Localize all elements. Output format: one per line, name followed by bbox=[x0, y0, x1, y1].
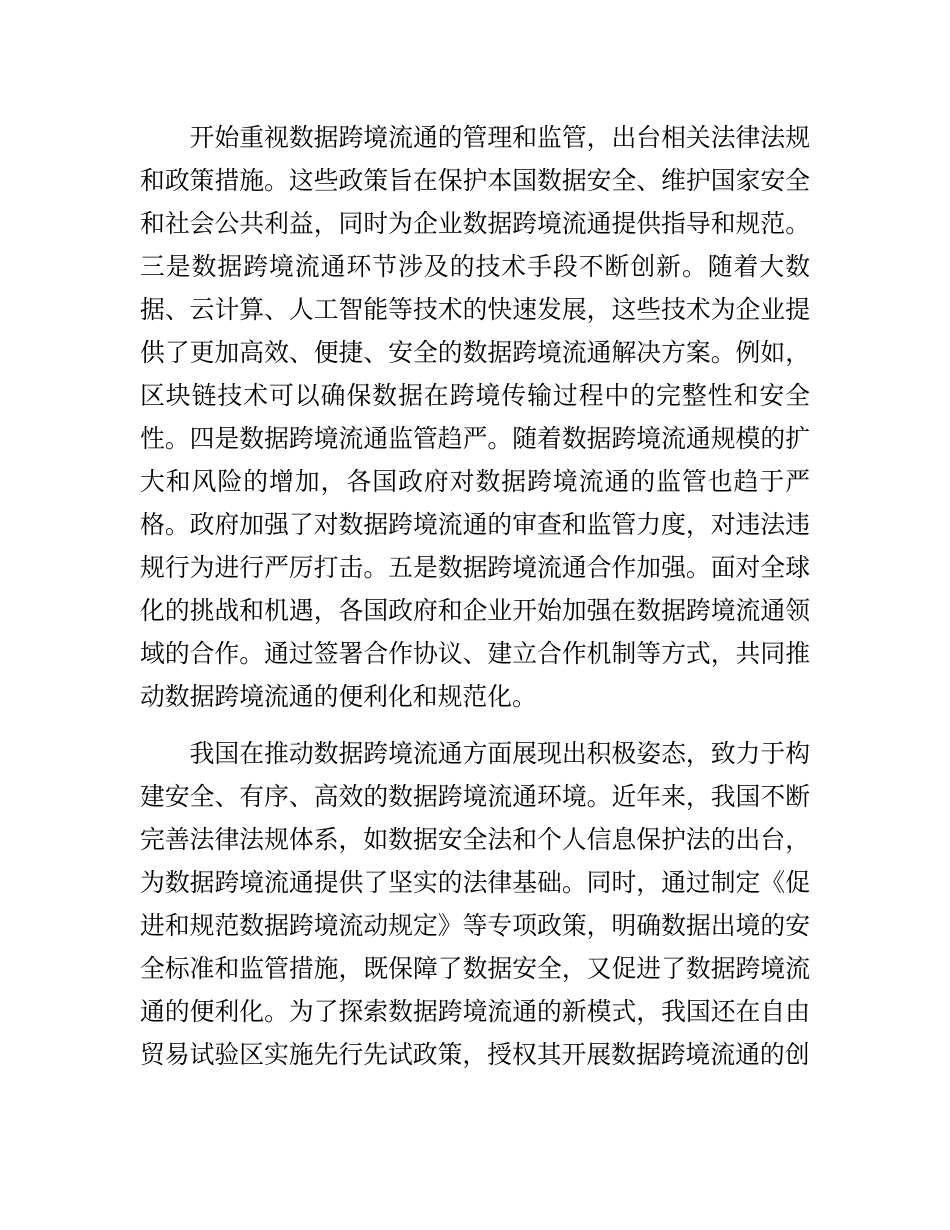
text-block bbox=[140, 117, 810, 1077]
paragraph-1: 开始重视数据跨境流通的管理和监管，出台相关法律法规和政策措施。这些政策旨在保护本国数据安全、维护国家安全和社会公共利益，同时为企业数据跨境流通提供指导和规范。三是数据跨境流通环节涉及的技术手段不断创新。随着大数据、云计算、人工智能等技术的快速发展，这些技术为企业提供了更加高效、便捷、安全的数据跨境流通解决方案。例如，区块链技术可以确保数据在跨境传输过程中的完整性和安全性。四是数据跨境流通监管趋严。随着数据跨境流通规模的扩大和风险的增加，各国政府对数据跨境流通的监管也趋于严格。政府加强了对数据跨境流通的审查和监管力度，对违法违规行为进行严厉打击。五是数据跨境流通合作加强。面对全球化的挑战和机遇，各国政府和企业开始加强在数据跨境流通领域的合作。通过签署合作协议、建立合作机制等方式，共同推动数据跨境流通的便利化和规范化。 bbox=[140, 125, 810, 711]
paragraph-2: 我国在推动数据跨境流通方面展现出积极姿态，致力于构建安全、有序、高效的数据跨境流通环境。近年来，我国不断完善法律法规体系，如数据安全法和个人信息保护法的出台，为数据跨境流通提供了坚实的法律基础。同时，通过制定《促进和规范数据跨境流动规定》等专项政策，明确数据出境的安全标准和监管措施，既保障了数据安全，又促进了数据跨境流通的便利化。为了探索数据跨境流通的新模式，我国还在自由贸易试验区实施先行先试政策，授权其开展数据跨境流通的创 bbox=[140, 741, 810, 1069]
